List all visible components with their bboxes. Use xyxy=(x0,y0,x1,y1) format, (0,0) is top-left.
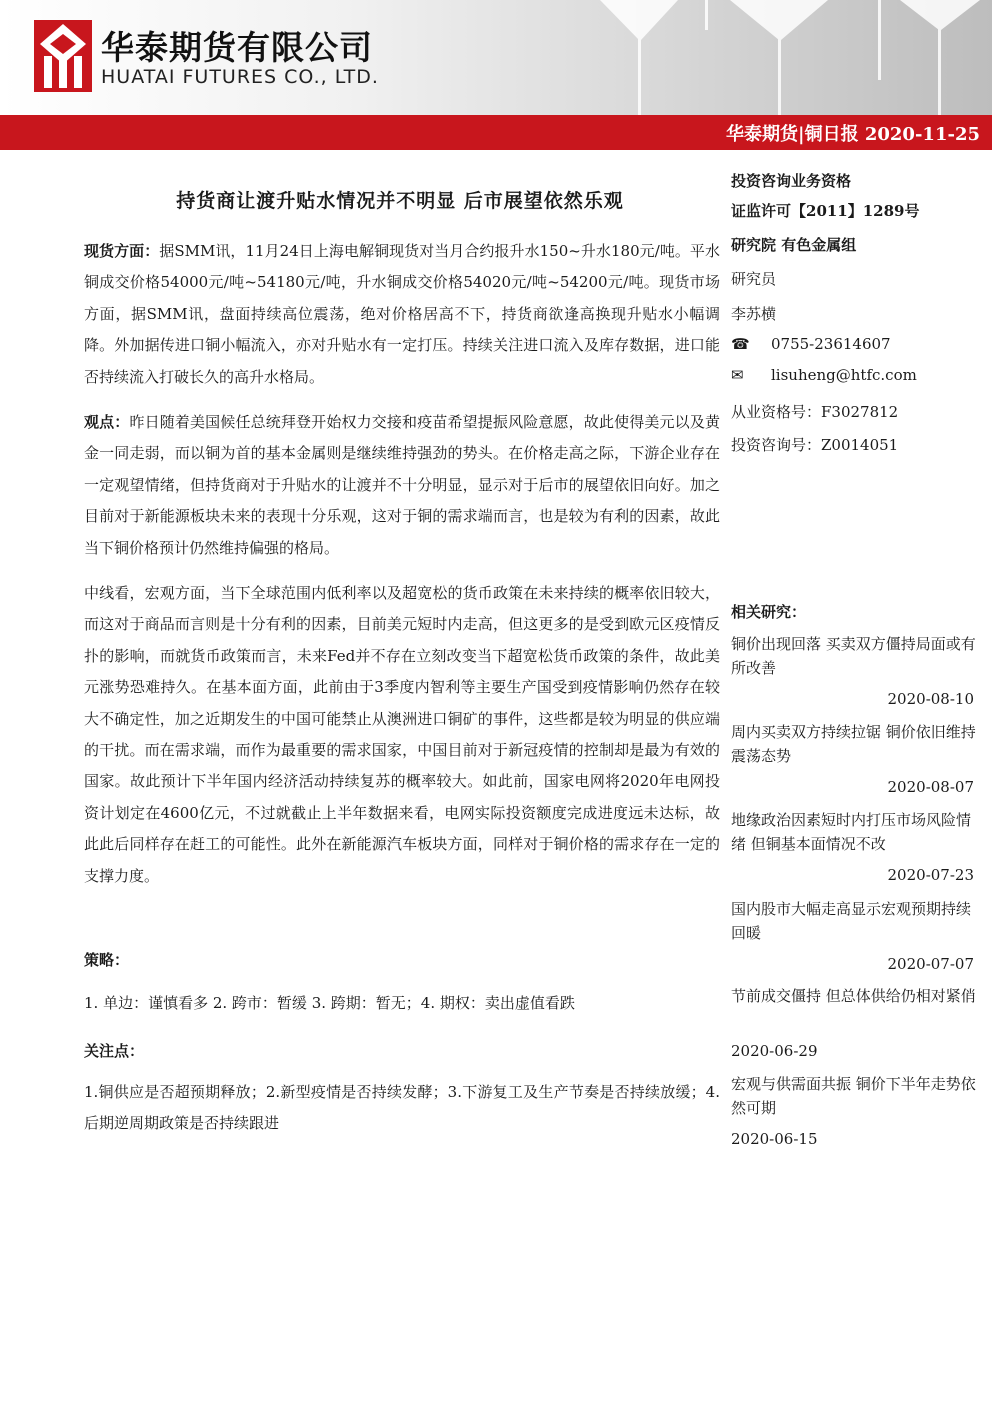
related-item-date: 2020-07-07 xyxy=(887,955,974,973)
related-item-date: 2020-08-07 xyxy=(887,778,974,796)
focus-heading: 关注点： xyxy=(84,1042,145,1060)
mid-term-paragraph: 中线看，宏观方面，当下全球范围内低利率以及超宽松的货币政策在未来持续的概率依旧较大，而这对于商品而言则是十分有利的因素，目前美元短时内走高，但这更多的是受到欧元区疫情反扑的影响，而就货币政策而言，未来Fed并不存在立刻改变当下超宽松货币政策的条件，故此美元涨势恐难持久。在基本面方面，此前由于3季度内智利等主要生产国受到疫情影响仍然存在较大不确定性，加之近期发生的中国可能禁止从澳洲进口铜矿的事件，这些都是较为明显的供应端的干扰。而在需求端，而作为最重要的需求国家，中国目前对于新冠疫情的控制却是最为有效的国家。故此预计下半年国内经济活动持续复苏的概率较大。如此前，国家电网将2020年电网投资计划定在4600亿元，不过就截止上半年数据来看，电网实际投资额度完成进度远未达标，故此此后同样存在赶工的可能性。此外在新能源汽车板块方面，同样对于铜价格的需求存在一定的支撑力度。 xyxy=(84,584,720,885)
analyst-name: 李苏横 xyxy=(731,305,777,323)
related-item-title[interactable]: 铜价出现回落 买卖双方僵持局面或有所改善 xyxy=(731,635,976,677)
company-name-en: HUATAI FUTURES CO., LTD. xyxy=(101,66,379,88)
report-bar-text: 华泰期货|铜日报 2020-11-25 xyxy=(726,124,980,145)
article-title: 持货商让渡升贴水情况并不明显 后市展望依然乐观 xyxy=(176,190,624,212)
phone-icon: ☎ xyxy=(731,335,750,353)
certificate-number: 从业资格号：F3027812 xyxy=(731,403,899,421)
phone-number: 0755-23614607 xyxy=(771,335,891,353)
company-name-cn: 华泰期货有限公司 xyxy=(101,28,373,67)
related-item-date: 2020-06-15 xyxy=(731,1130,818,1148)
view-label: 观点： xyxy=(84,413,130,431)
related-item-title[interactable]: 周内买卖双方持续拉锯 铜价依旧维持震荡态势 xyxy=(731,723,976,765)
focus-text: 1.铜供应是否超预期释放；2.新型疫情是否持续发酵；3.下游复工及生产节奏是否持续放缓；4. 后期逆周期政策是否持续跟进 xyxy=(84,1083,720,1133)
view-paragraph xyxy=(84,407,720,564)
related-item-title[interactable]: 节前成交僵持 但总体供给仍相对紧俏 xyxy=(731,987,976,1005)
email-row xyxy=(731,366,917,384)
related-item-title[interactable]: 国内股市大幅走高显示宏观预期持续回暖 xyxy=(731,900,972,942)
related-research-title: 相关研究： xyxy=(731,603,807,621)
mail-icon: ✉ xyxy=(731,366,744,384)
report-bar xyxy=(0,115,992,150)
consult-number: 投资咨询号：Z0014051 xyxy=(731,436,899,454)
qualification-title: 投资咨询业务资格 xyxy=(731,172,852,190)
strategy-text: 1. 单边：谨慎看多 2. 跨市：暂缓 3. 跨期：暂无；4. 期权：卖出虚值看跌 xyxy=(84,994,575,1012)
spot-text: 据SMM讯，11月24日上海电解铜现货对当月合约报升水150~升水180元/吨。平水铜成交价格54000元/吨~54180元/吨，升水铜成交价格54020元/吨~54200元/吨。现货市场方面，据SMM讯，盘面持续高位震荡，绝对价格居高不下，持货商欲逢高换现升贴水小幅调降。外加据传进口铜小幅流入，亦对升贴水有一定打压。持续关注进口流入及库存数据，进口能否持续流入打破长久的高升水格局。 xyxy=(84,242,720,386)
page-header xyxy=(0,0,992,115)
strategy-heading: 策略： xyxy=(84,951,130,969)
logo-icon xyxy=(34,20,92,92)
related-item-title[interactable]: 地缘政治因素短时内打压市场风险情绪 但铜基本面情况不改 xyxy=(731,811,972,853)
institute-name: 研究院 有色金属组 xyxy=(731,236,857,254)
related-item-date: 2020-07-23 xyxy=(887,866,974,884)
related-item-date: 2020-06-29 xyxy=(731,1042,818,1060)
analyst-role: 研究员 xyxy=(731,270,777,288)
related-item-title[interactable]: 宏观与供需面共振 铜价下半年走势依然可期 xyxy=(731,1075,976,1117)
license-number: 证监许可【2011】1289号 xyxy=(731,202,920,220)
email-address[interactable]: lisuheng@htfc.com xyxy=(771,366,917,384)
phone-row xyxy=(731,335,891,353)
spot-paragraph xyxy=(84,236,720,393)
decorative-pattern xyxy=(540,0,992,115)
related-item-date: 2020-08-10 xyxy=(887,690,974,708)
spot-label: 现货方面： xyxy=(84,242,160,260)
view-text: 昨日随着美国候任总统拜登开始权力交接和疫苗希望提振风险意愿，故此使得美元以及黄金一同走弱，而以铜为首的基本金属则是继续维持强劲的势头。在价格走高之际，下游企业存在一定观望情绪，但持货商对于升贴水的让渡并不十分明显，显示对于后市的展望依旧向好。加之目前对于新能源板块未来的表现十分乐观，这对于铜的需求端而言，也是较为有利的因素，故此当下铜价格预计仍然维持偏强的格局。 xyxy=(84,413,720,557)
